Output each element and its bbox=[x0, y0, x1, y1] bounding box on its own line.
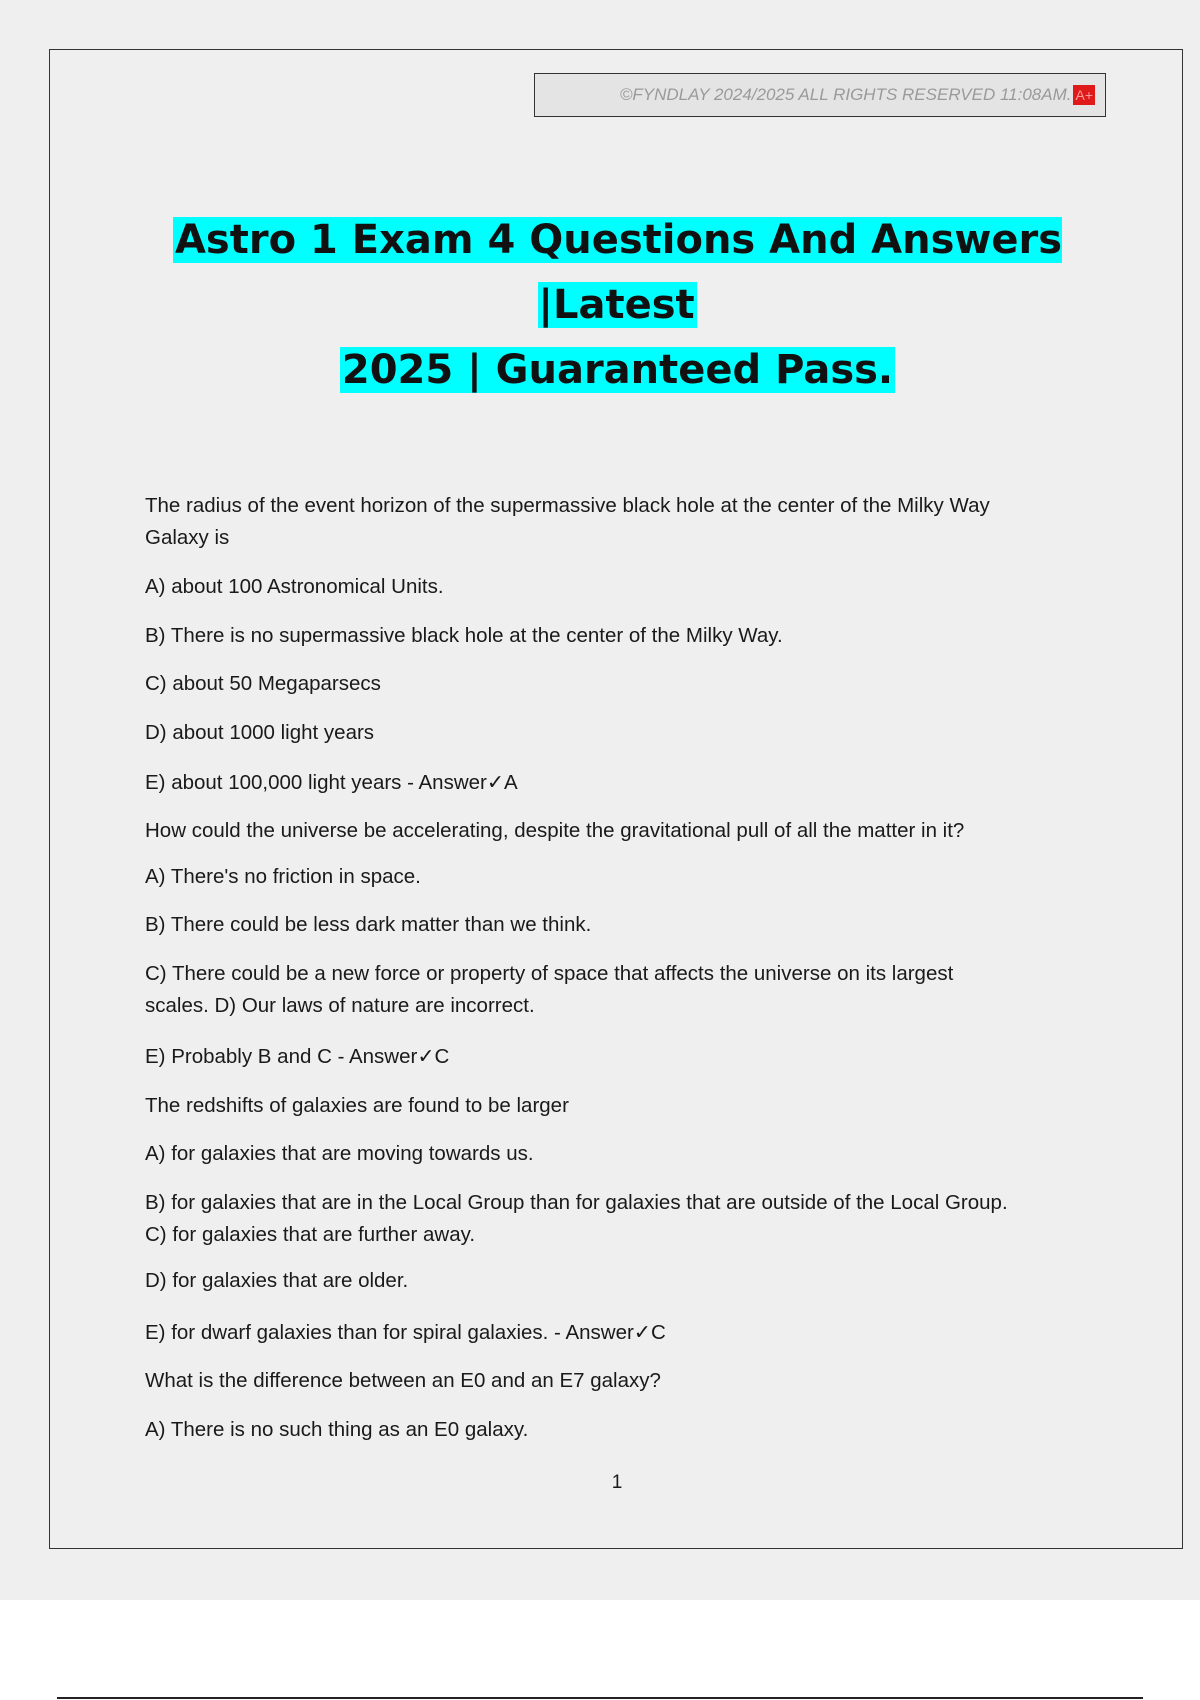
question-3-option-b: B) for galaxies that are in the Local Group than for galaxies that are outside of the Local Group. bbox=[145, 1191, 1008, 1214]
title-line-2: 2025 | Guaranteed Pass. bbox=[341, 347, 894, 393]
question-2-option-a: A) There's no friction in space. bbox=[145, 865, 421, 888]
question-1-option-b: B) There is no supermassive black hole at the center of the Milky Way. bbox=[145, 624, 783, 647]
title-line-1: Astro 1 Exam 4 Questions And Answers |Latest bbox=[174, 217, 1063, 328]
question-2-option-e-answer: E) Probably B and C - Answer✓C bbox=[145, 1045, 450, 1068]
question-1-option-c: C) about 50 Megaparsecs bbox=[145, 672, 381, 695]
question-1-option-e-answer: E) about 100,000 light years - Answer✓A bbox=[145, 771, 518, 794]
question-2-option-c-d: scales. D) Our laws of nature are incorrect. bbox=[145, 994, 535, 1017]
question-3-text: The redshifts of galaxies are found to be larger bbox=[145, 1094, 569, 1117]
question-3-option-c: C) for galaxies that are further away. bbox=[145, 1223, 476, 1246]
question-4-option-a: A) There is no such thing as an E0 galaxy. bbox=[145, 1418, 529, 1441]
question-2-option-c: C) There could be a new force or property of space that affects the universe on its largest bbox=[145, 962, 954, 985]
question-2-text: How could the universe be accelerating, despite the gravitational pull of all the matter in it? bbox=[145, 819, 965, 842]
question-3-option-e-answer: E) for dwarf galaxies than for spiral galaxies. - Answer✓C bbox=[145, 1321, 666, 1344]
question-3-option-a: A) for galaxies that are moving towards us. bbox=[145, 1142, 534, 1165]
document-title bbox=[145, 208, 1090, 403]
question-1-text-continued: Galaxy is bbox=[145, 526, 230, 549]
page-number: 1 bbox=[611, 1472, 623, 1493]
question-3-option-d: D) for galaxies that are older. bbox=[145, 1269, 409, 1292]
copyright-banner bbox=[534, 73, 1106, 117]
question-1-text: The radius of the event horizon of the supermassive black hole at the center of the Milky Way bbox=[145, 494, 990, 517]
copyright-text: ©FYNDLAY 2024/2025 ALL RIGHTS RESERVED 11:08AM. bbox=[619, 85, 1072, 104]
divider bbox=[57, 1697, 1143, 1699]
question-2-option-b: B) There could be less dark matter than we think. bbox=[145, 913, 592, 936]
question-4-text: What is the difference between an E0 and an E7 galaxy? bbox=[145, 1369, 661, 1392]
question-1-option-a: A) about 100 Astronomical Units. bbox=[145, 575, 444, 598]
grade-badge: A+ bbox=[1075, 87, 1093, 103]
question-1-option-d: D) about 1000 light years bbox=[145, 721, 375, 744]
